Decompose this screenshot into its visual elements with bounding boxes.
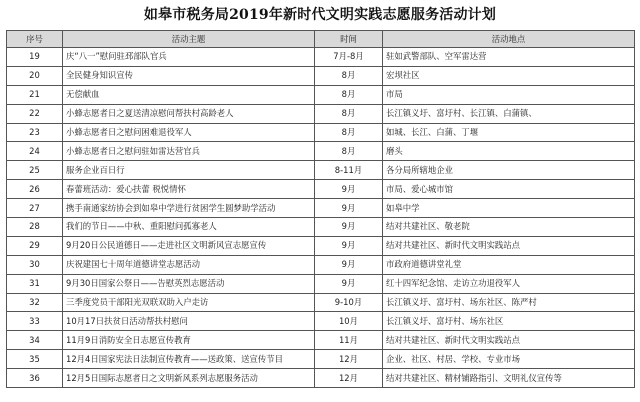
cell-time: 12月 <box>315 350 383 369</box>
table-row <box>7 180 635 199</box>
table-row <box>7 274 635 293</box>
cell-theme: 小蜂志愿者日之慰问驻如雷达营官兵 <box>63 142 315 161</box>
cell-time: 9月 <box>315 236 383 255</box>
cell-location: 结对共建社区、新时代文明实践站点 <box>383 331 635 350</box>
cell-location: 长江镇义圩、富圩村、场东社区 <box>383 312 635 331</box>
cell-theme: 无偿献血 <box>63 85 315 104</box>
cell-theme: 三季度党员干部阳光双联双助入户走访 <box>63 293 315 312</box>
cell-location: 磨头 <box>383 142 635 161</box>
cell-theme: 9月30日国家公祭日——告慰英烈志愿活动 <box>63 274 315 293</box>
cell-location: 结对共建社区、敬老院 <box>383 218 635 237</box>
cell-time: 9-10月 <box>315 293 383 312</box>
table-header-row <box>7 31 635 48</box>
cell-location: 长江镇义圩、富圩村、长江镇、白蒲镇、 <box>383 104 635 123</box>
cell-location: 结对共建社区、精材铺路指引、文明礼仪宣传等 <box>383 369 635 388</box>
cell-time: 7月-8月 <box>315 48 383 67</box>
table-row <box>7 161 635 180</box>
cell-time: 8月 <box>315 104 383 123</box>
header-theme: 活动主题 <box>63 31 315 48</box>
cell-theme: 春蕾班活动：爱心扶蕾 税悦情怀 <box>63 180 315 199</box>
cell-no: 31 <box>7 274 63 293</box>
cell-no: 29 <box>7 236 63 255</box>
cell-theme: 11月9日消防安全日志愿宣传教育 <box>63 331 315 350</box>
cell-theme: 小蜂志愿者日之夏送清凉慰问帮扶村高龄老人 <box>63 104 315 123</box>
cell-theme: 庆“八一”慰问驻邳部队官兵 <box>63 48 315 67</box>
cell-time: 8月 <box>315 142 383 161</box>
cell-theme: 服务企业百日行 <box>63 161 315 180</box>
cell-no: 30 <box>7 255 63 274</box>
table-row <box>7 66 635 85</box>
cell-time: 9月 <box>315 255 383 274</box>
cell-time: 8月 <box>315 66 383 85</box>
cell-location: 长江镇义圩、富圩村、场东社区、陈严村 <box>383 293 635 312</box>
cell-time: 9月 <box>315 274 383 293</box>
cell-no: 36 <box>7 369 63 388</box>
cell-no: 26 <box>7 180 63 199</box>
cell-no: 34 <box>7 331 63 350</box>
document-title: 如皋市税务局2019年新时代文明实践志愿服务活动计划 <box>143 7 497 23</box>
table-row <box>7 123 635 142</box>
cell-theme: 小蜂志愿者日之慰问困难退役军人 <box>63 123 315 142</box>
cell-no: 21 <box>7 85 63 104</box>
table-row <box>7 48 635 67</box>
cell-location: 宏坝社区 <box>383 66 635 85</box>
cell-location: 结对共建社区、新时代文明实践站点 <box>383 236 635 255</box>
cell-location: 市局 <box>383 85 635 104</box>
table-row <box>7 331 635 350</box>
table-row <box>7 85 635 104</box>
table-row <box>7 104 635 123</box>
cell-no: 33 <box>7 312 63 331</box>
cell-location: 各分局所辖地企业 <box>383 161 635 180</box>
cell-theme: 9月20日公民道德日——走进社区文明新风宣志愿宣传 <box>63 236 315 255</box>
cell-theme: 全民健身知识宣传 <box>63 66 315 85</box>
cell-location: 市政府道德讲堂礼堂 <box>383 255 635 274</box>
cell-no: 24 <box>7 142 63 161</box>
header-no: 序号 <box>7 31 63 48</box>
table-row <box>7 369 635 388</box>
table-row <box>7 236 635 255</box>
cell-location: 市局、爱心城市馆 <box>383 180 635 199</box>
cell-theme: 12月5日国际志愿者日之文明新风系列志愿服务活动 <box>63 369 315 388</box>
cell-location: 如皋中学 <box>383 199 635 218</box>
cell-no: 35 <box>7 350 63 369</box>
table-row <box>7 350 635 369</box>
header-time: 时间 <box>315 31 383 48</box>
activity-plan-table <box>6 30 635 388</box>
cell-time: 10月 <box>315 312 383 331</box>
cell-location: 企业、社区、村居、学校、专业市场 <box>383 350 635 369</box>
cell-time: 8-11月 <box>315 161 383 180</box>
cell-location: 如城、长江、白蒲、丁堰 <box>383 123 635 142</box>
cell-theme: 10月17日扶贫日活动帮扶村慰问 <box>63 312 315 331</box>
table-row <box>7 199 635 218</box>
table-row <box>7 312 635 331</box>
cell-no: 19 <box>7 48 63 67</box>
cell-no: 32 <box>7 293 63 312</box>
cell-time: 11月 <box>315 331 383 350</box>
cell-time: 9月 <box>315 199 383 218</box>
table-row <box>7 255 635 274</box>
cell-time: 9月 <box>315 180 383 199</box>
cell-theme: 携手南通家纺协会到如皋中学进行贫困学生圆梦助学活动 <box>63 199 315 218</box>
cell-location: 红十四军纪念馆、走访立功退役军人 <box>383 274 635 293</box>
cell-no: 28 <box>7 218 63 237</box>
cell-time: 8月 <box>315 123 383 142</box>
table-row <box>7 142 635 161</box>
table-body <box>7 48 635 388</box>
cell-no: 23 <box>7 123 63 142</box>
cell-no: 22 <box>7 104 63 123</box>
cell-no: 25 <box>7 161 63 180</box>
cell-time: 9月 <box>315 218 383 237</box>
cell-time: 8月 <box>315 85 383 104</box>
table-row <box>7 293 635 312</box>
header-location: 活动地点 <box>383 31 635 48</box>
cell-theme: 庆祝建国七十周年道德讲堂志愿活动 <box>63 255 315 274</box>
cell-no: 27 <box>7 199 63 218</box>
table-row <box>7 218 635 237</box>
cell-no: 20 <box>7 66 63 85</box>
cell-theme: 12月4日国家宪法日法制宣传教育——送政策、送宣传节目 <box>63 350 315 369</box>
cell-location: 驻如武警部队、空军雷达营 <box>383 48 635 67</box>
cell-time: 12月 <box>315 369 383 388</box>
cell-theme: 我们的节日——中秋、重阳慰问孤寡老人 <box>63 218 315 237</box>
